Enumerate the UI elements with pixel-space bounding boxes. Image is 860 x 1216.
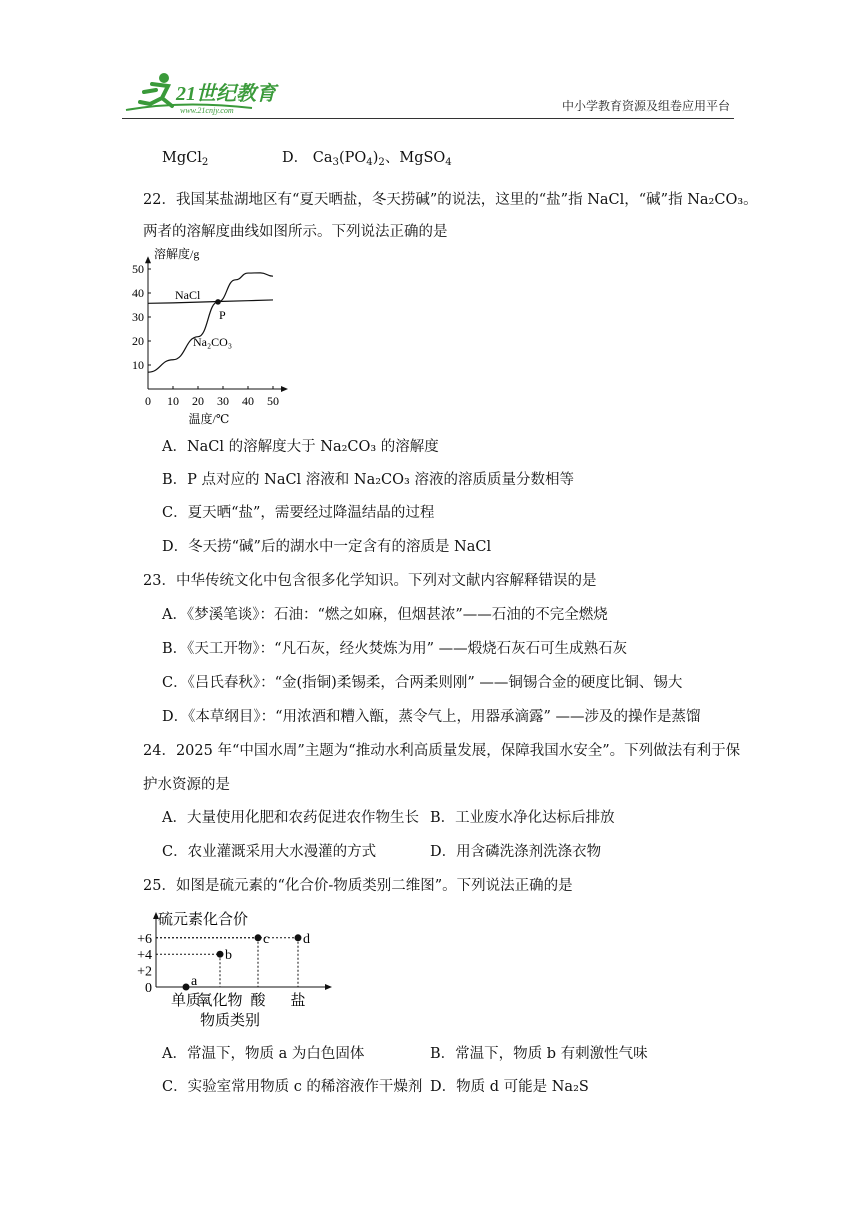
x-axis-arrow-icon (325, 984, 332, 990)
na2co3-curve (148, 273, 273, 372)
q23-option-d: D．《本草纲目》：“用浓酒和糟入甑，蒸令气上，用器承滴露” ——涉及的操作是蒸馏 (162, 709, 701, 725)
q22-option-a: A．NaCl 的溶解度大于 Na₂CO₃ 的溶解度 (162, 439, 439, 455)
nacl-curve (148, 300, 273, 303)
q24-option-d: D．用含磷洗涤剂洗涤衣物 (430, 844, 602, 860)
point-d (295, 934, 302, 941)
y-axis-title: 硫元素化合价 (158, 912, 249, 928)
site-logo (122, 70, 287, 116)
valence-chart (128, 904, 338, 1032)
q25-stem: 25．如图是硫元素的“化合价-物质类别二维图”。下列说法正确的是 (143, 878, 573, 894)
point-label-c: c (263, 931, 270, 947)
x-axis-title: 物质类别 (200, 1013, 261, 1029)
category-label: 氧化物 (197, 993, 243, 1009)
point-b (217, 951, 224, 958)
q22-option-c: C．夏天晒“盐”，需要经过降温结晶的过程 (162, 505, 435, 521)
point-p (215, 299, 221, 305)
q23-option-c: C．《吕氏春秋》：“金(指铜)柔锡柔，合两柔则刚” ——铜锡合金的硬度比铜、锡大 (162, 675, 683, 691)
point-label-a: a (191, 974, 198, 989)
q24-option-c: C．农业灌溉采用大水漫灌的方式 (162, 844, 377, 860)
solubility-chart (128, 246, 298, 432)
q23-option-b: B．《天工开物》：“凡石灰，经火焚炼为用” ——煅烧石灰石可生成熟石灰 (162, 641, 628, 657)
y-tick-label: 40 (132, 286, 144, 300)
q24-option-a: A．大量使用化肥和农药促进农作物生长 (162, 810, 419, 826)
point-label-d: d (303, 931, 310, 947)
q25-option-b: B．常温下，物质 b 有刺激性气味 (430, 1046, 648, 1062)
y-tick-label: 10 (132, 358, 144, 372)
x-axis-title: 温度/℃ (188, 412, 230, 426)
x-tick-label: 0 (145, 394, 151, 408)
q21-option-c-tail: MgCl$_2$ (162, 150, 209, 168)
y-tick-label: +4 (137, 948, 152, 964)
category-label: 酸 (250, 993, 266, 1009)
y-tick-label: 50 (132, 262, 144, 276)
q22-option-d: D．冬天捞“碱”后的湖水中一定含有的溶质是 NaCl (162, 539, 492, 555)
y-tick-label: 20 (132, 334, 144, 348)
y-tick-label: 0 (145, 981, 152, 996)
x-tick-label: 40 (242, 394, 254, 408)
y-tick-label: +2 (137, 964, 152, 980)
na2co3-label: Na₂CO₃ (193, 334, 233, 349)
q25-option-c: C．实验室常用物质 c 的稀溶液作干燥剂 (162, 1079, 423, 1095)
x-tick-label: 10 (167, 394, 179, 408)
x-tick-label: 20 (192, 394, 204, 408)
x-axis-arrow-icon (281, 386, 288, 392)
y-tick-label: +6 (137, 931, 152, 947)
category-label: 单质 (170, 993, 202, 1009)
q22-stem-line2: 两者的溶解度曲线如图所示。下列说法正确的是 (143, 224, 448, 240)
q24-stem-line2: 护水资源的是 (143, 777, 230, 793)
nacl-label: NaCl (175, 287, 201, 302)
q24-option-b: B．工业废水净化达标后排放 (430, 810, 615, 826)
logo-url: www.21cnjy.com (180, 106, 234, 115)
y-axis-title: 溶解度/g (154, 247, 200, 261)
q22-stem-line1: 22．我国某盐湖地区有“夏天晒盐，冬天捞碱”的说法，这里的“盐”指 NaCl，“碱”指 Na₂CO₃。 (143, 192, 758, 208)
q22-option-b: B．P 点对应的 NaCl 溶液和 Na₂CO₃ 溶液的溶质质量分数相等 (162, 472, 574, 488)
q23-option-a: A．《梦溪笔谈》：石油：“燃之如麻，但烟甚浓”——石油的不完全燃烧 (162, 607, 608, 623)
point-p-label: P (219, 307, 226, 322)
x-tick-label: 50 (267, 394, 279, 408)
platform-name: 中小学教育资源及组卷应用平台 (561, 99, 730, 113)
header-divider (122, 118, 734, 119)
q24-stem-line1: 24．2025 年“中国水周”主题为“推动水利高质量发展，保障我国水安全”。下列做法有利于保 (143, 743, 741, 759)
q25-option-d: D．物质 d 可能是 Na₂S (430, 1079, 589, 1095)
logo-text: 21世纪教育 (176, 83, 276, 105)
category-label: 盐 (290, 993, 306, 1009)
x-tick-label: 30 (217, 394, 229, 408)
point-label-b: b (225, 948, 232, 964)
q23-stem: 23．中华传统文化中包含很多化学知识。下列对文献内容解释错误的是 (143, 573, 597, 589)
q25-option-a: A．常温下，物质 a 为白色固体 (162, 1046, 365, 1062)
y-tick-label: 30 (132, 310, 144, 324)
y-axis-arrow-icon (145, 256, 151, 263)
q21-option-d: D． $Ca_3(PO_4)_2$、MgSO$_4$ (282, 150, 452, 168)
point-a (183, 984, 190, 991)
